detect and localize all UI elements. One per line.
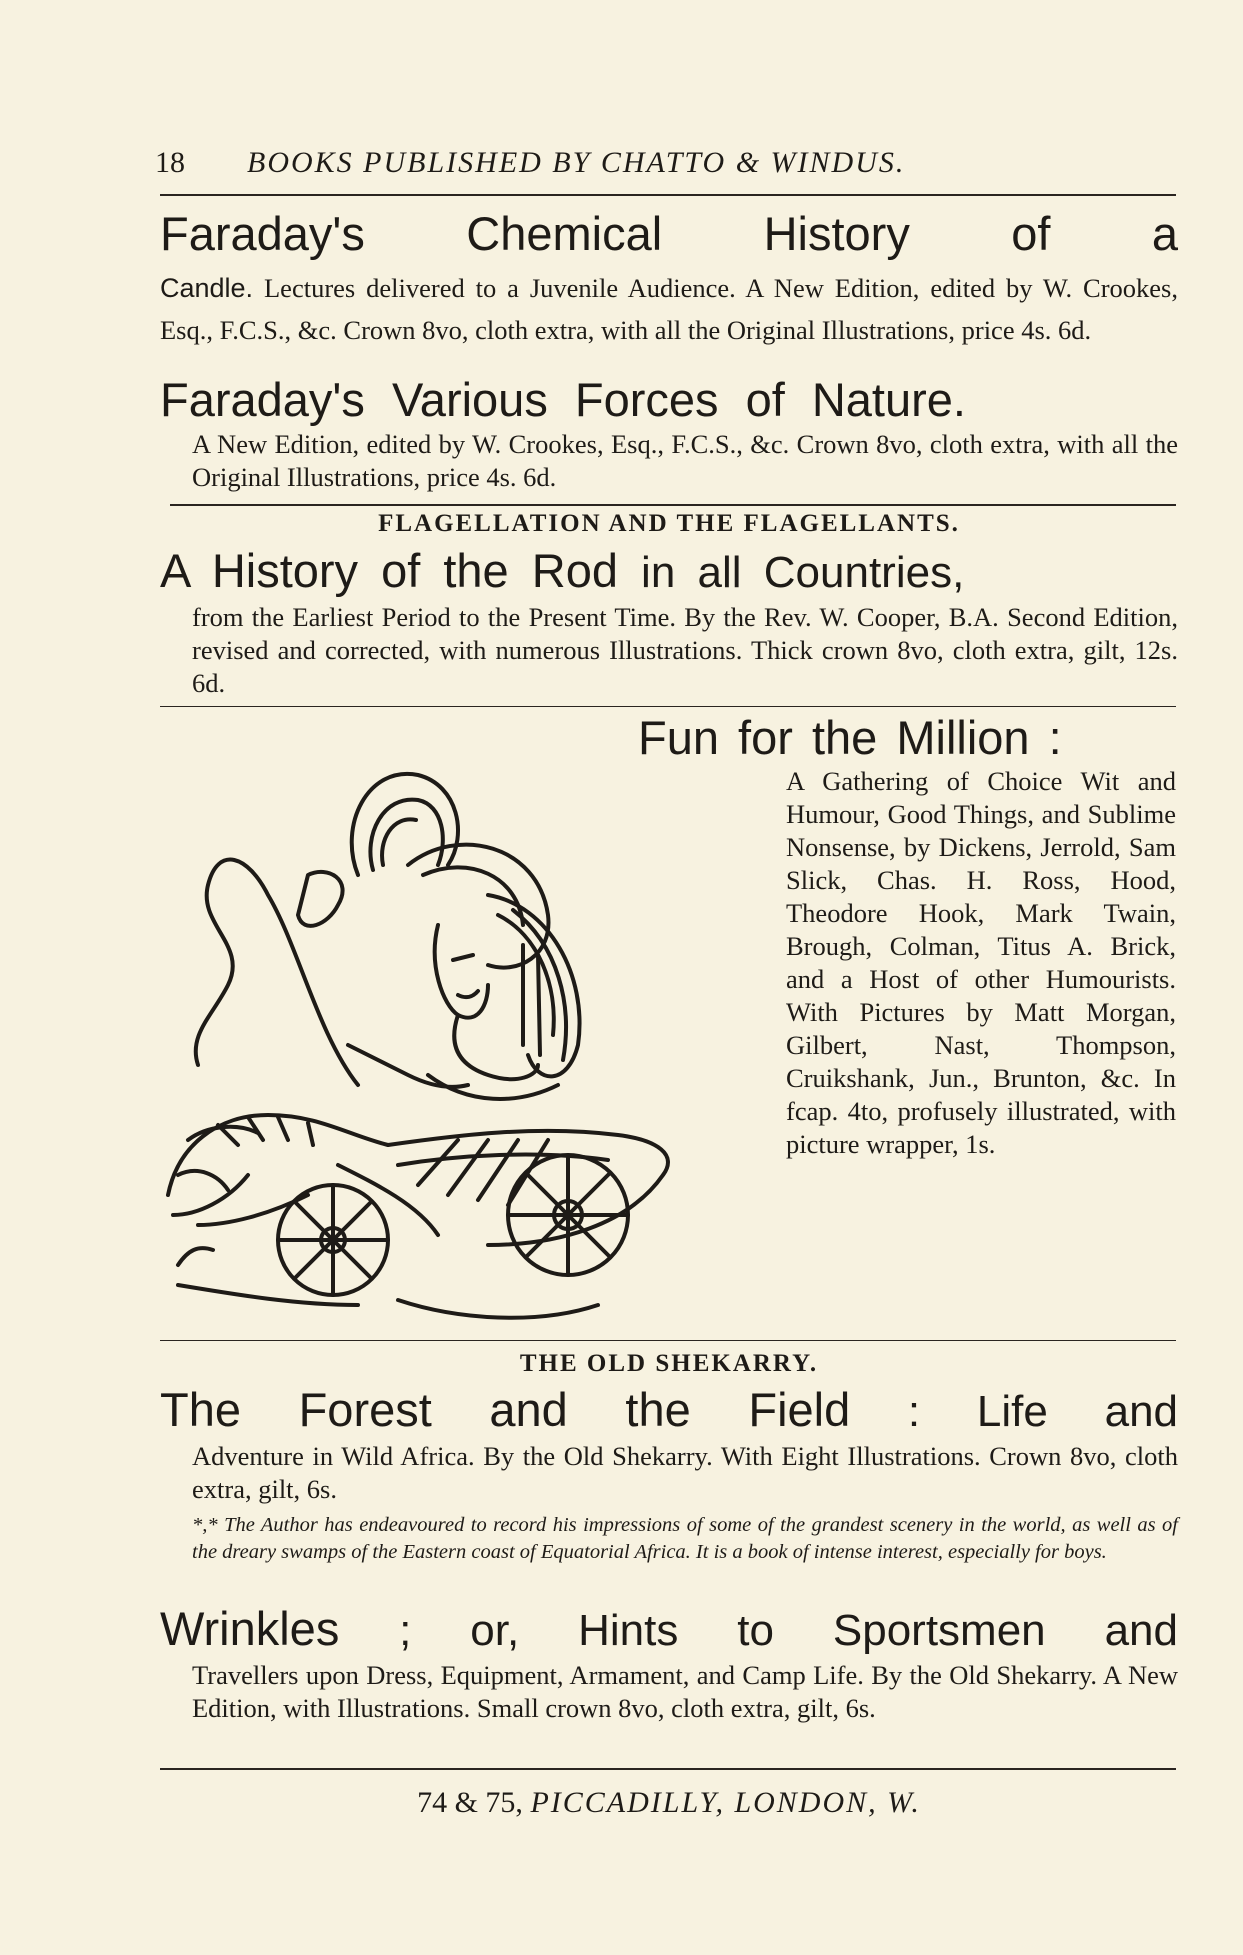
entry-title: A History of the Rod (160, 544, 618, 597)
entry-note: *,* The Author has endeavoured to record his impressions of some of the grandest scenery in the world, as well as of the dreary swamps of the Eastern coast of Equatorial Africa. It is a book of intense interest, especially for boys. (192, 1514, 1178, 1563)
address-number: 74 & 75, (417, 1786, 523, 1819)
running-title: BOOKS PUBLISHED BY CHATTO & WINDUS. (247, 146, 906, 179)
address-street: PICCADILLY, LONDON, W. (530, 1786, 921, 1819)
section-heading-old-shekarry: THE OLD SHEKARRY. (519, 1350, 819, 1377)
entry-description: Adventure in Wild Africa. By the Old Shekarry. With Eight Illustrations. Crown 8vo, cloth extra, gilt, 6s. (192, 1441, 1178, 1504)
woman-in-chariot-illustration (158, 745, 728, 1335)
entry-title-fun-for-the-million: Fun for the Million : (638, 711, 1062, 764)
entry-faraday-forces (160, 374, 1178, 494)
entry-description-fun: A Gathering of Choice Wit and Humour, Good Things, and Sublime Nonsense, by Dickens, Jerrold, Sam Slick, Chas. H. Ross, Hood, Theodore Hook, Mark Twain, Brough, Colman, Titus A. Brick, and a Host of other Humourists. With Pictures by Matt Morgan, Gilbert, Nast, Thompson, Cruikshank, Jun., Brunton, &c. In fcap. 4to, profusely illustrated, with picture wrapper, 1s. (786, 766, 1176, 1159)
running-header (155, 146, 1165, 186)
entry-faraday-candle (160, 208, 1178, 347)
entry-title-continued: : Life and (907, 1387, 1179, 1436)
entry-title: Faraday's Various Forces of Nature. (160, 373, 966, 426)
entry-description: Lectures delivered to a Juvenile Audience. A New Edition, edited by W. Crookes, Esq., F.C.S., &c. Crown 8vo, cloth extra, with all the Original Illustrations, price 4s. 6d. (160, 273, 1178, 345)
entry-title-continued: in all Countries, (641, 548, 965, 597)
entry-forest-and-field (160, 1384, 1178, 1566)
section-rule (160, 1340, 1176, 1341)
entry-title-line (160, 1603, 1178, 1657)
publisher-address-footer (160, 1786, 1178, 1820)
section-rule (160, 706, 1176, 707)
header-rule (160, 194, 1176, 196)
entry-title: The Forest and the Field (160, 1383, 851, 1436)
entry-title-continued: ; or, Hints to Sportsmen and (399, 1606, 1178, 1655)
section-heading-flagellation: FLAGELLATION AND THE FLAGELLANTS. (378, 510, 960, 537)
entry-wrinkles (160, 1603, 1178, 1725)
entry-title-line (160, 545, 1178, 599)
section-rule (170, 504, 1176, 506)
entry-title-line (160, 1384, 1178, 1438)
entry-description: A New Edition, edited by W. Crookes, Esq., F.C.S., &c. Crown 8vo, cloth extra, with all the Original Illustrations, price 4s. 6d. (192, 429, 1178, 492)
entry-body (160, 262, 1178, 347)
page-number: 18 (155, 146, 185, 179)
entry-title: Faraday's Chemical History of a (160, 207, 1178, 260)
entry-description: from the Earliest Period to the Present Time. By the Rev. W. Cooper, B.A. Second Edition, revised and corrected, with numerous Illustrations. Thick crown 8vo, cloth extra, gilt, 12s. 6d. (192, 602, 1178, 698)
entry-title-continued: Candle. (160, 273, 254, 303)
entry-description: Travellers upon Dress, Equipment, Armament, and Camp Life. By the Old Shekarry. A New Edition, with Illustrations. Small crown 8vo, cloth extra, gilt, 6s. (192, 1660, 1178, 1723)
entry-title: Wrinkles (160, 1602, 340, 1655)
footer-rule (160, 1768, 1176, 1770)
entry-history-of-rod (160, 545, 1178, 700)
